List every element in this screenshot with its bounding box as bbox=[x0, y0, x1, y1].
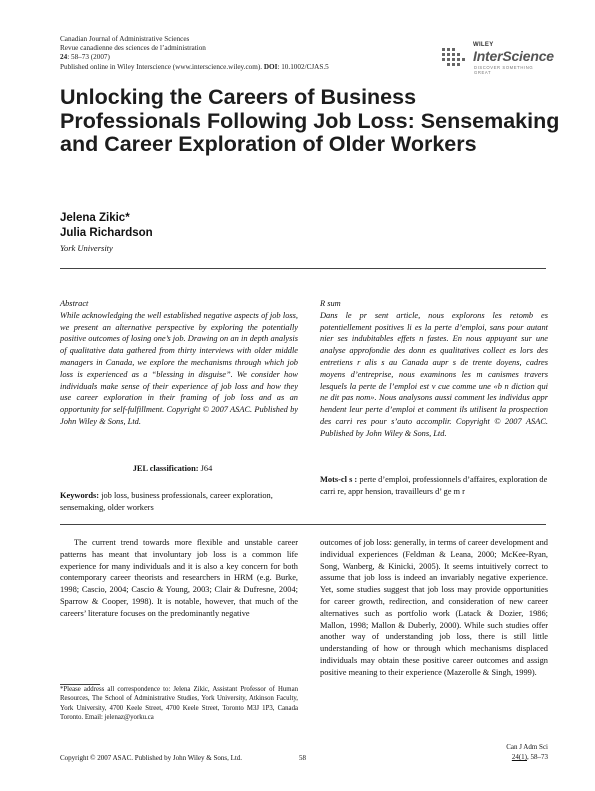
published-online: Published online in Wiley Interscience (www.interscience.wiley.com). bbox=[60, 62, 263, 71]
body-text-left: The current trend towards more flexible and unstable career patterns has meant that involuntary job loss is a common life experience for many individuals and it is also a key concern for both contemporary career theorists and researchers in HRM (e.g. Burke, 1998; Cascio, 2004; Cascio & Young, 2003; Clair & Dufresne, 2004; Sparrow & Cooper, 1998). It is notable, however, that much of the careers’ literature focuses on the predominantly negative bbox=[60, 538, 298, 618]
author-1: Jelena Zikic* bbox=[60, 212, 130, 224]
keywords bbox=[60, 490, 298, 514]
footer-citation bbox=[470, 742, 548, 762]
jel-label: JEL classification: bbox=[132, 464, 199, 473]
volume-number: 24 bbox=[60, 53, 68, 62]
abstract-heading: Abstract bbox=[60, 299, 89, 308]
jel-value: J64 bbox=[198, 464, 213, 473]
resume-heading: R sum bbox=[320, 299, 341, 308]
jel-classification bbox=[60, 464, 285, 473]
interscience-logo-icon bbox=[440, 46, 468, 70]
abstract-text: While acknowledging the well established negative aspects of job loss, we present an alternative perspective by exploring the potentially positive outcomes of losing one’s job. Drawing on an in depth analysis of qualitative data gathered from thirty interviews with older middle managers in Canada, we explore the mechanisms through which job loss is experienced as a “blessing in disguise”. We consider how individuals make sense of their experience of job loss and how they use career exploration in their framing of job loss and as an opportunity for self-fulfillment. Copyright © 2007 ASAC. Published by John Wiley & Sons, Ltd. bbox=[60, 310, 298, 426]
body-text-right: outcomes of job loss: generally, in terms of career development and individual experiences (Feldman & Leana, 2000; McKee-Ryan, Song, Wanberg, & Kinicki, 2005). It seems intuitively correct to assume that job loss is indeed an invariably negative experience. Yet, some studies suggest that job loss may provide opportunities for career growth, redirection, and consideration of new career alternatives such as portfolio work (Latack & Dozier, 1986; Mallon, 1998; Mallon & Duberly, 2000). While such studies offer another way of understanding job loss, there is still little understanding of how or through which mechanisms displaced individuals may obtain these positive career outcomes and assign positive meaning to their experience (Mazerolle & Singh, 1999). bbox=[320, 538, 548, 677]
volume-line bbox=[60, 53, 329, 62]
mots-cles-label: Mots-cl s : bbox=[320, 475, 358, 484]
wiley-interscience-logo bbox=[440, 42, 554, 75]
wiley-wordmark: WILEY bbox=[473, 42, 494, 48]
publication-line bbox=[60, 63, 329, 72]
issue-line bbox=[470, 752, 548, 762]
journal-name-fr: Revue canadienne des sciences de l’administration bbox=[60, 44, 206, 53]
issue-pages: , 58–73 bbox=[527, 753, 548, 761]
journal-abbreviation: Can J Adm Sci bbox=[506, 743, 548, 751]
issue-link[interactable]: 24(1) bbox=[511, 753, 527, 761]
journal-name-en: Canadian Journal of Administrative Sciences bbox=[60, 35, 190, 43]
keywords-label: Keywords: bbox=[60, 491, 100, 500]
author-list bbox=[60, 211, 153, 240]
doi-label: DOI bbox=[263, 62, 278, 71]
keywords-list: job loss, business professionals, career exploration, sensemaking, older workers bbox=[60, 491, 273, 512]
affiliation: York University bbox=[60, 243, 113, 253]
mots-cles bbox=[320, 474, 548, 498]
journal-header bbox=[60, 35, 329, 72]
resume-text: Dans le pr sent article, nous explorons les retomb es potentiellement positives li es la perte d’emploi, sans pour autant nier ses indubitables effets n fastes. En nous appuyant sur une analyse approfondie des donn es qualitatives collect es lors des entretiens r alis s au Canada aupr s de trente doyens, cadres moyens d’entreprise, nous examinons les m canismes travers lesquels la perte de l’emploi est v cue comme une «b n diction qui ne dit pas nom». Nous analysons aussi comment les individus appr hendent leur perte d’emploi et comment ils utilisent la prospection des carri res pour s’auto accomplir. Copyright © 2007 ASAC. Published by John Wiley & Sons, Ltd. bbox=[320, 310, 548, 438]
logo-tagline: DISCOVER SOMETHING GREAT bbox=[474, 65, 534, 75]
author-2: Julia Richardson bbox=[60, 226, 153, 239]
resume-block bbox=[320, 298, 548, 440]
volume-pages: : 58–73 (2007) bbox=[67, 53, 110, 62]
interscience-wordmark: InterScience bbox=[473, 48, 554, 64]
abstract-divider bbox=[60, 524, 546, 525]
footer-copyright: Copyright © 2007 ASAC. Published by John Wiley & Sons, Ltd. bbox=[60, 754, 243, 762]
correspondence-footnote: *Please address all correspondence to: Jelena Zikic, Assistant Professor of Human Resources, The School of Administrative Studies, York University, Atkinson Faculty, York University, 4700 Keele Street, 4700 Keele Street, Toronto M3J 1P3, Canada Toronto. Email: jelenaz@yorku.ca bbox=[60, 686, 298, 721]
page-number: 58 bbox=[299, 754, 306, 762]
doi-value: : 10.1002/CJAS.5 bbox=[277, 62, 329, 71]
mots-cles-list: perte d’emploi, professionnels d’affaires, exploration de carri re, appr hension, travailleurs d’ ge m r bbox=[320, 475, 548, 496]
article-title: Unlocking the Careers of Business Professionals Following Job Loss: Sensemaking and Career Exploration of Older Workers bbox=[60, 85, 560, 157]
abstract-block bbox=[60, 298, 298, 428]
top-divider bbox=[60, 268, 546, 269]
